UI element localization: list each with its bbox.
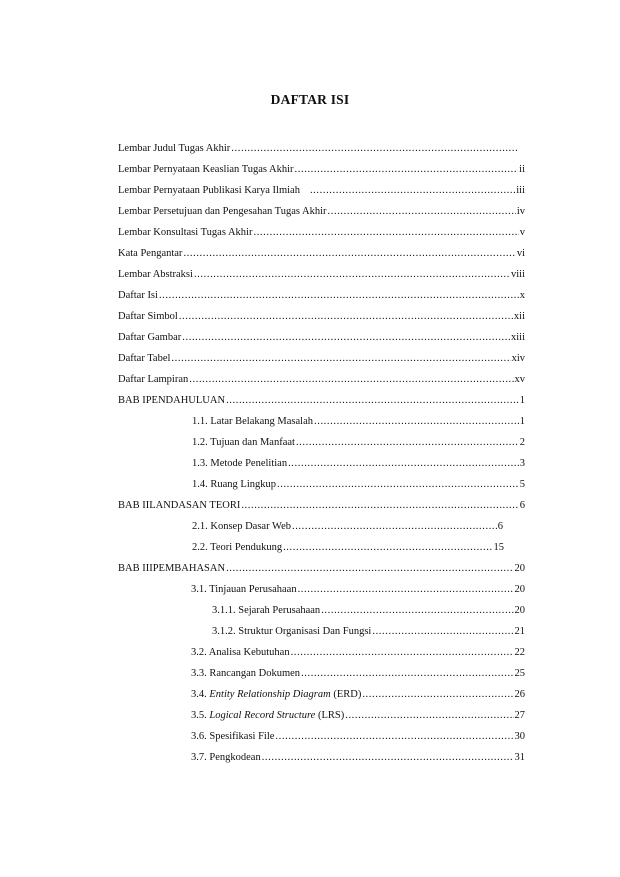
toc-leader — [321, 603, 513, 619]
toc-page: 1 — [519, 395, 525, 406]
toc-label-prefix: 3.5. — [191, 710, 207, 721]
toc-leader — [241, 498, 518, 514]
toc-label: 1.4. Ruang Lingkup — [192, 479, 276, 490]
toc-page: 2 — [519, 437, 525, 448]
toc-label-italic: Entity Relationship Diagram — [209, 689, 331, 700]
toc-label-italic: Logical Record Structure — [209, 710, 316, 721]
toc-page: 15 — [493, 542, 504, 553]
toc-label: Lembar Persetujuan dan Pengesahan Tugas Akhir — [118, 206, 327, 217]
toc-chapter-entry[interactable] — [118, 561, 525, 577]
toc-label: Daftar Gambar — [118, 332, 182, 343]
toc-entry[interactable] — [192, 435, 525, 451]
toc-page: xiii — [510, 332, 525, 343]
toc-leader — [296, 435, 519, 451]
toc-entry[interactable] — [192, 414, 525, 430]
toc-leader — [171, 351, 510, 367]
toc-chapter-entry[interactable] — [118, 498, 525, 514]
toc-page: 1 — [519, 416, 525, 427]
toc-leader — [372, 624, 513, 640]
toc-leader — [226, 561, 513, 577]
toc-label: PEMBAHASAN — [152, 563, 226, 574]
toc-entry[interactable] — [118, 267, 525, 283]
toc-label: Daftar Isi — [118, 290, 158, 301]
toc-leader — [314, 414, 519, 430]
toc-leader — [226, 393, 519, 409]
toc-entry[interactable] — [118, 183, 525, 199]
toc-page: 20 — [514, 584, 525, 595]
toc-page: 30 — [514, 731, 525, 742]
toc-entry[interactable] — [118, 309, 525, 325]
toc-chapter-number: BAB III — [118, 563, 153, 574]
toc-label: Lembar Konsultasi Tugas Akhir — [118, 227, 253, 238]
toc-label: 1.2. Tujuan dan Manfaat — [192, 437, 295, 448]
toc-label-prefix: 3.4. — [191, 689, 207, 700]
toc-page: 22 — [514, 647, 525, 658]
toc-page: 31 — [514, 752, 525, 763]
toc-entry[interactable] — [118, 330, 525, 346]
toc-entry[interactable] — [118, 372, 525, 388]
toc-page: 6 — [497, 521, 503, 532]
toc-page: ii — [519, 164, 525, 175]
toc-label: PENDAHULUAN — [145, 395, 226, 406]
toc-leader — [194, 267, 510, 283]
toc-page: iii — [516, 185, 525, 196]
toc-chapter-entry[interactable] — [118, 393, 525, 409]
toc-label: 1.1. Latar Belakang Masalah — [192, 416, 313, 427]
toc-page: 21 — [514, 626, 525, 637]
toc-page: 27 — [514, 710, 525, 721]
toc-label: 3.6. Spesifikasi File — [191, 731, 275, 742]
toc-entry[interactable] — [118, 288, 525, 304]
toc-leader — [295, 162, 519, 178]
toc-entry[interactable] — [192, 540, 504, 556]
toc-page: 20 — [514, 563, 525, 574]
toc-entry[interactable] — [191, 666, 525, 682]
toc-entry[interactable] — [191, 750, 525, 766]
toc-label-suffix: (LRS) — [317, 710, 345, 721]
toc-label: Kata Pengantar — [118, 248, 183, 259]
toc-leader — [231, 141, 519, 157]
toc-leader — [189, 372, 513, 388]
toc-page: xiv — [511, 353, 525, 364]
toc-leader — [253, 225, 518, 241]
toc-entry[interactable] — [192, 519, 503, 535]
toc-leader — [262, 750, 514, 766]
toc-leader — [291, 645, 514, 661]
toc-leader — [179, 309, 513, 325]
toc-leader — [310, 183, 515, 199]
toc-entry[interactable] — [192, 477, 525, 493]
toc-label: Lembar Pernyataan Publikasi Karya Ilmiah — [118, 185, 300, 196]
toc-page: iv — [516, 206, 525, 217]
toc-chapter-number: BAB I — [118, 395, 146, 406]
toc-entry[interactable] — [212, 624, 525, 640]
toc-leader — [182, 330, 510, 346]
toc-entry[interactable] — [118, 225, 525, 241]
toc-entry[interactable] — [118, 162, 525, 178]
toc-label: 1.3. Metode Penelitian — [192, 458, 288, 469]
toc-chapter-number: BAB II — [118, 500, 150, 511]
toc-label: 2.1. Konsep Dasar Web — [192, 521, 291, 532]
toc-label: Lembar Pernyataan Keaslian Tugas Akhir — [118, 164, 294, 175]
toc-leader — [288, 456, 519, 472]
toc-entry[interactable] — [191, 645, 525, 661]
toc-leader — [277, 477, 519, 493]
toc-entry[interactable] — [192, 456, 525, 472]
toc-entry[interactable] — [118, 204, 525, 220]
toc-entry[interactable] — [191, 729, 525, 745]
toc-page: 5 — [519, 479, 525, 490]
toc-label: 2.2. Teori Pendukung — [192, 542, 283, 553]
toc-label: 3.7. Pengkodean — [191, 752, 261, 763]
toc-label: 3.2. Analisa Kebutuhan — [191, 647, 290, 658]
toc-page: xii — [513, 311, 525, 322]
toc-label: Daftar Simbol — [118, 311, 178, 322]
toc-entry[interactable] — [118, 141, 520, 157]
toc-label: Daftar Tabel — [118, 353, 171, 364]
toc-entry[interactable] — [191, 582, 525, 598]
toc-page: v — [519, 227, 525, 238]
toc-page: 26 — [514, 689, 525, 700]
toc-page: viii — [510, 269, 525, 280]
toc-page: x — [519, 290, 525, 301]
toc-label: LANDASAN TEORI — [149, 500, 241, 511]
toc-page: 20 — [514, 605, 525, 616]
toc-leader — [362, 687, 513, 703]
toc-label: 3.1.1. Sejarah Perusahaan — [212, 605, 321, 616]
toc-label: 3.3. Rancangan Dokumen — [191, 668, 301, 679]
toc-page: 25 — [514, 668, 525, 679]
toc-label: Lembar Abstraksi — [118, 269, 193, 280]
toc-leader — [183, 246, 515, 262]
toc-label-suffix: (ERD) — [333, 689, 362, 700]
toc-leader — [283, 540, 492, 556]
toc-entry[interactable] — [118, 246, 525, 262]
toc-label: 3.1. Tinjauan Perusahaan — [191, 584, 297, 595]
toc-page: 3 — [519, 458, 525, 469]
toc-entry[interactable] — [191, 687, 525, 703]
toc-entry[interactable] — [118, 351, 525, 367]
toc-label: 3.1.2. Struktur Organisasi Dan Fungsi — [212, 626, 372, 637]
toc-label: Daftar Lampiran — [118, 374, 189, 385]
toc-leader — [301, 666, 513, 682]
toc-page: xv — [514, 374, 525, 385]
toc-leader — [345, 708, 513, 724]
page-title: DAFTAR ISI — [270, 92, 350, 107]
toc-leader — [159, 288, 519, 304]
toc-leader — [292, 519, 497, 535]
toc-leader — [275, 729, 513, 745]
toc-entry[interactable] — [212, 603, 525, 619]
toc-page: 6 — [519, 500, 525, 511]
toc-leader — [328, 204, 516, 220]
toc-page: vi — [516, 248, 525, 259]
toc-label: Lembar Judul Tugas Akhir — [118, 143, 231, 154]
toc-entry[interactable] — [191, 708, 525, 724]
toc-leader — [298, 582, 514, 598]
